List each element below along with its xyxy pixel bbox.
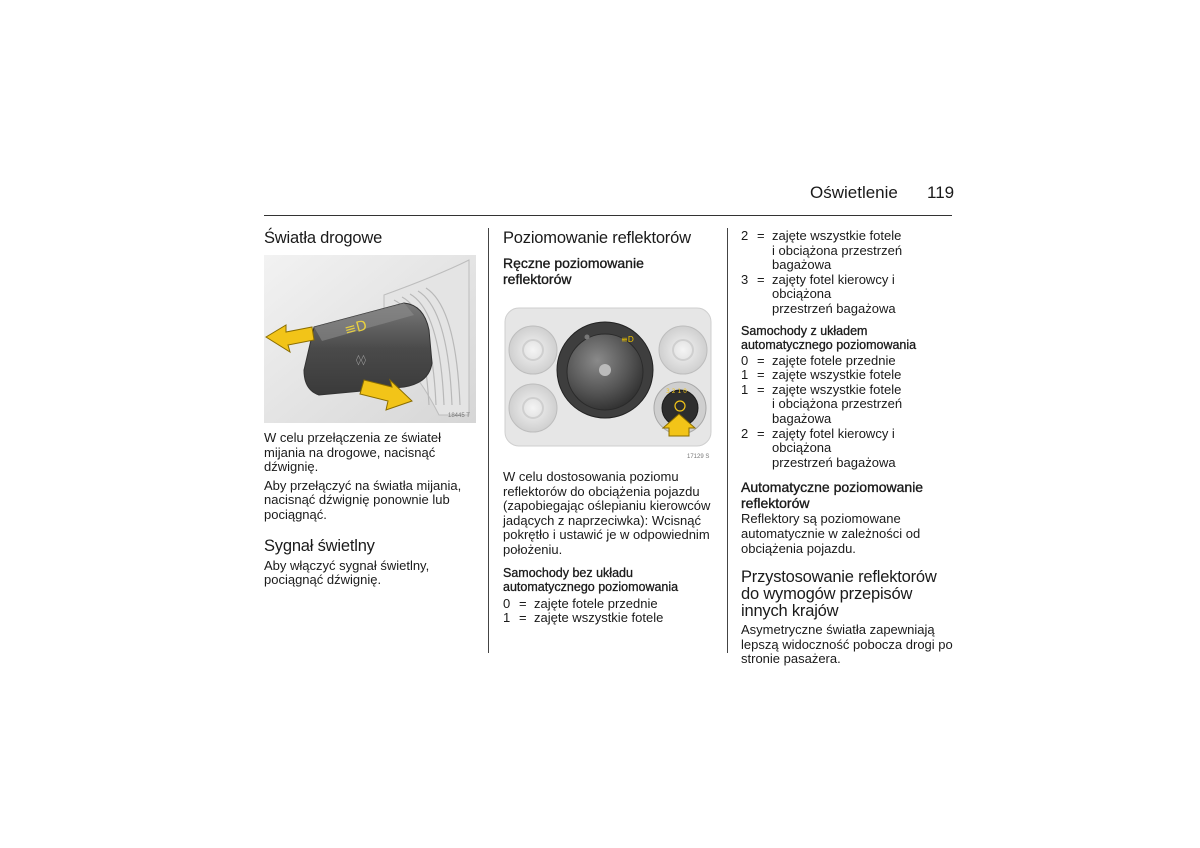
paragraph: W celu dostosowania poziomu reflektorów do obciążenia pojazdu (zapobiegając oślepianiu kierowców jadących z naprzeciwka): Wcisnąć pokrętło i ustawić je w odpowiednim położeniu. xyxy=(503,469,711,557)
heading-headlight-flash: Sygnał świetlny xyxy=(264,536,375,555)
position-list xyxy=(503,597,725,626)
sun-icon xyxy=(599,364,611,376)
list-item: 0 = zajęte fotele przednie xyxy=(741,352,896,368)
heading-foreign-countries: Przystosowanie reflektorów do wymogów przepisów innych krajów xyxy=(741,568,937,621)
paragraph: Asymetryczne światła zapewniają lepszą widoczność pobocza drogi po stronie pasażera. xyxy=(741,622,953,667)
column-3 xyxy=(741,229,956,667)
headlight-symbol: ≡D xyxy=(621,335,634,344)
figure-code: 17129 S xyxy=(687,454,710,460)
light-switch-illustration xyxy=(503,300,715,462)
paragraph: Aby przełączyć na światła mijania, nacisnąć dźwignię ponownie lub pociągnąć. xyxy=(264,477,462,522)
list-item: 3 = zajęty fotel kierowcy i obciążona przestrzeń bagażowa xyxy=(741,271,896,316)
header-rule xyxy=(264,215,952,216)
list-item: 1 = zajęte wszystkie fotele xyxy=(741,367,902,383)
list-item: 1 = zajęte wszystkie fotele i obciążona przestrzeń bagażowa xyxy=(741,381,903,426)
figure-light-switch xyxy=(503,300,715,462)
paragraph: W celu przełączenia ze świateł mijania na drogowe, nacisnąć dźwignię. xyxy=(264,430,442,475)
range-dial-digits: 3 2 1 0 xyxy=(666,388,687,395)
heading-headlight-range: Poziomowanie reflektorów xyxy=(503,229,691,247)
subheading-manual-range: Ręczne poziomowanie reflektorów xyxy=(503,255,644,287)
stalk-lever-illustration xyxy=(264,255,476,423)
paragraph: Reflektory są poziomowane automatycznie w zależności od obciążenia pojazdu. xyxy=(741,511,921,556)
figure-stalk-lever xyxy=(264,255,476,423)
column-divider-1 xyxy=(488,228,489,653)
position-list xyxy=(741,229,956,317)
column-2-text xyxy=(503,470,725,626)
list-item: 1 = zajęte wszystkie fotele xyxy=(503,610,664,626)
subheading-without-auto: Samochody bez układu automatycznego poziomowania xyxy=(503,565,679,594)
heading-auto-range: Automatyczne poziomowanie reflektorów xyxy=(741,479,924,512)
list-item: 0 = zajęte fotele przednie xyxy=(503,595,658,611)
page-number: 119 xyxy=(927,183,955,202)
list-item: 2 = zajęty fotel kierowcy i obciążona przestrzeń bagażowa xyxy=(741,425,896,470)
figure-code: 18445 T xyxy=(448,413,470,419)
running-header-title: Oświetlenie xyxy=(810,183,898,202)
column-2 xyxy=(503,229,723,287)
high-beam-symbol: ≡D xyxy=(342,317,369,339)
column-1 xyxy=(264,229,479,247)
paragraph: Aby włączyć sygnał świetlny, pociągnąć dźwignię. xyxy=(264,557,430,588)
subheading-with-auto: Samochody z układem automatycznego poziomowania xyxy=(741,323,917,352)
position-list xyxy=(741,354,956,471)
heading-high-beam: Światła drogowe xyxy=(264,229,383,247)
list-item: 2 = zajęte wszystkie fotele i obciążona przestrzeń bagażowa xyxy=(741,228,903,273)
column-1-text xyxy=(264,431,479,588)
column-divider-2 xyxy=(727,228,728,653)
svg-text:◊◊: ◊◊ xyxy=(356,355,366,366)
